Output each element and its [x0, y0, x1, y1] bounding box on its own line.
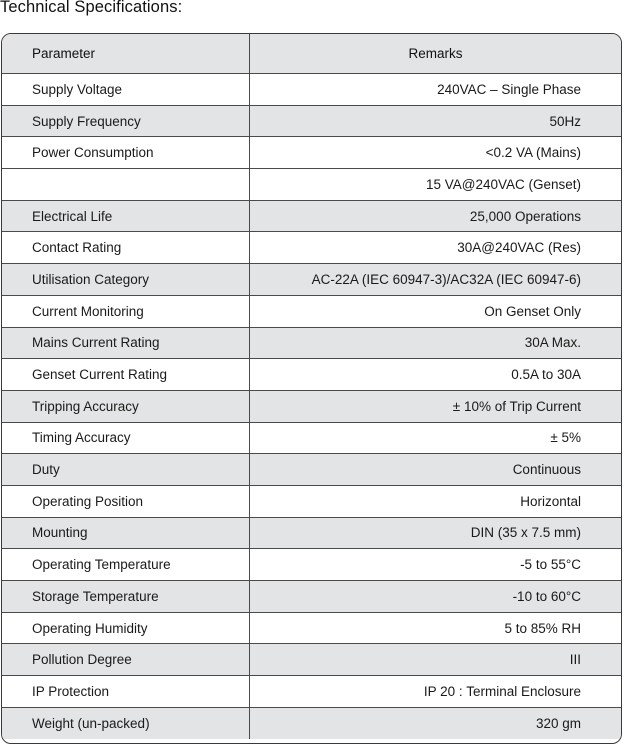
table-header-row [2, 34, 621, 74]
table-row [2, 264, 621, 296]
parameter-cell: Contact Rating [2, 232, 250, 263]
remarks-cell: 240VAC – Single Phase [437, 81, 581, 97]
remarks-cell: 5 to 85% RH [504, 620, 581, 636]
table-row [2, 676, 621, 708]
remarks-cell: Continuous [512, 462, 581, 478]
table-row [2, 518, 621, 550]
remarks-cell: 25,000 Operations [469, 208, 581, 224]
table-row [2, 391, 621, 423]
remarks-cell: 320 gm [535, 716, 581, 732]
parameter-cell: Operating Temperature [2, 549, 250, 580]
table-row [2, 581, 621, 613]
parameter-cell: Supply Voltage [2, 74, 250, 105]
remarks-cell: 0.5A to 30A [511, 367, 581, 383]
parameter-cell: Genset Current Rating [2, 359, 250, 390]
parameter-cell: Tripping Accuracy [2, 391, 250, 422]
parameter-cell: Weight (un-packed) [2, 708, 250, 740]
table-row [2, 644, 621, 676]
table-row [2, 74, 621, 106]
parameter-cell: IP Protection [2, 676, 250, 707]
remarks-cell: III [569, 652, 581, 668]
remarks-cell: Horizontal [520, 493, 581, 509]
table-row [2, 359, 621, 391]
parameter-cell: Operating Position [2, 486, 250, 517]
remarks-cell: 30A@240VAC (Res) [457, 240, 581, 256]
table-row [2, 296, 621, 328]
table-row [2, 454, 621, 486]
header-parameter: Parameter [2, 34, 250, 73]
parameter-cell: Mains Current Rating [2, 328, 250, 359]
parameter-cell: Storage Temperature [2, 581, 250, 612]
header-remarks: Remarks [408, 46, 463, 61]
parameter-cell: Duty [2, 454, 250, 485]
remarks-cell: ± 5% [550, 430, 581, 446]
remarks-cell: AC-22A (IEC 60947-3)/AC32A (IEC 60947-6) [311, 271, 581, 287]
table-row [2, 423, 621, 455]
spec-table [1, 33, 622, 744]
parameter-cell: Electrical Life [2, 201, 250, 232]
parameter-cell: Supply Frequency [2, 106, 250, 137]
remarks-cell: -5 to 55°C [520, 557, 581, 573]
parameter-cell: Utilisation Category [2, 264, 250, 295]
remarks-cell: DIN (35 x 7.5 mm) [470, 525, 581, 541]
table-row [2, 328, 621, 360]
page-title: Technical Specifications: [0, 0, 183, 16]
remarks-cell: IP 20 : Terminal Enclosure [423, 683, 581, 699]
table-body [2, 74, 621, 739]
parameter-cell: Timing Accuracy [2, 423, 250, 454]
remarks-cell: 50Hz [549, 113, 581, 129]
parameter-cell: Power Consumption [2, 137, 250, 168]
remarks-cell: -10 to 60°C [512, 588, 581, 604]
table-row [2, 169, 621, 201]
remarks-cell: 15 VA@240VAC (Genset) [425, 176, 581, 192]
table-row [2, 486, 621, 518]
remarks-cell: On Genset Only [484, 303, 581, 319]
table-row [2, 106, 621, 138]
table-row [2, 549, 621, 581]
parameter-cell [2, 169, 250, 200]
remarks-cell: <0.2 VA (Mains) [485, 145, 581, 161]
parameter-cell: Mounting [2, 518, 250, 549]
table-row [2, 137, 621, 169]
table-row [2, 201, 621, 233]
table-row [2, 232, 621, 264]
parameter-cell: Operating Humidity [2, 613, 250, 644]
table-row [2, 708, 621, 740]
remarks-cell: 30A Max. [524, 335, 581, 351]
parameter-cell: Pollution Degree [2, 644, 250, 675]
parameter-cell: Current Monitoring [2, 296, 250, 327]
remarks-cell: ± 10% of Trip Current [452, 398, 581, 414]
table-row [2, 613, 621, 645]
